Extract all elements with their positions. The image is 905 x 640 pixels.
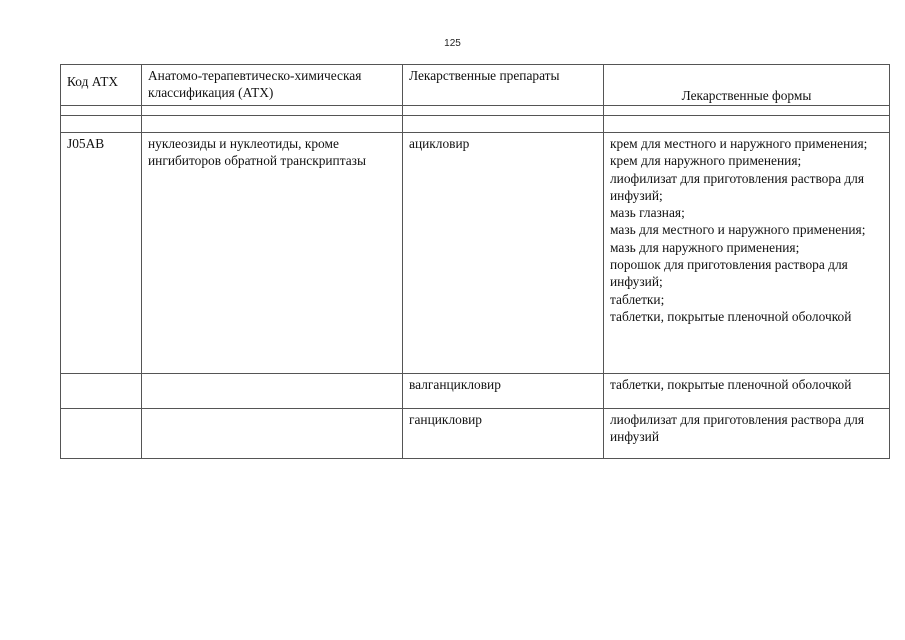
- cell-forms: [604, 133, 890, 374]
- spacer-cell: [142, 106, 403, 116]
- table-row: [61, 409, 890, 459]
- spacer-row: [61, 116, 890, 133]
- spacer-cell: [403, 116, 604, 133]
- spacer-cell: [142, 116, 403, 133]
- header-forms: Лекарственные формы: [604, 65, 890, 106]
- table-header-row: [61, 65, 890, 106]
- atx-table: [60, 64, 890, 459]
- form-line: мазь для местного и наружного применения;: [610, 222, 866, 238]
- form-line: лиофилизат для приготовления раствора для инфузий: [610, 412, 865, 445]
- cell-drug: ганцикловир: [403, 409, 604, 459]
- form-line: таблетки, покрытые пленочной оболочкой: [610, 377, 852, 392]
- cell-code: [61, 409, 142, 459]
- spacer-row: [61, 106, 890, 116]
- spacer-cell: [61, 106, 142, 116]
- cell-classification: нуклеозиды и нуклеотиды, кроме ингибиторов обратной транскриптазы: [142, 133, 403, 374]
- spacer-cell: [403, 106, 604, 116]
- cell-drug: ацикловир: [403, 133, 604, 374]
- header-code: Код АТХ: [61, 65, 142, 106]
- page-number: 125: [444, 38, 461, 49]
- form-line: мазь глазная;: [610, 205, 685, 221]
- cell-classification: [142, 409, 403, 459]
- cell-forms: [604, 409, 890, 459]
- cell-code: [61, 374, 142, 409]
- spacer-cell: [604, 106, 890, 116]
- form-line: крем для местного и наружного применения;: [610, 136, 868, 151]
- form-line: крем для наружного применения;: [610, 153, 802, 169]
- cell-classification: [142, 374, 403, 409]
- spacer-cell: [61, 116, 142, 133]
- table-row: [61, 133, 890, 374]
- spacer-cell: [604, 116, 890, 133]
- form-line: таблетки, покрытые пленочной оболочкой: [610, 308, 852, 324]
- header-drugs: Лекарственные препараты: [403, 65, 604, 106]
- form-line: мазь для наружного применения;: [610, 239, 800, 255]
- cell-drug: валганцикловир: [403, 374, 604, 409]
- form-line: лиофилизат для приготовления раствора для инфузий;: [610, 170, 865, 203]
- cell-code: J05AB: [61, 133, 142, 374]
- header-classification: Анатомо-терапевтическо-химическая классификация (АТХ): [142, 65, 403, 106]
- form-line: таблетки;: [610, 291, 665, 307]
- table-row: [61, 374, 890, 409]
- cell-forms: [604, 374, 890, 409]
- form-line: порошок для приготовления раствора для инфузий;: [610, 257, 848, 290]
